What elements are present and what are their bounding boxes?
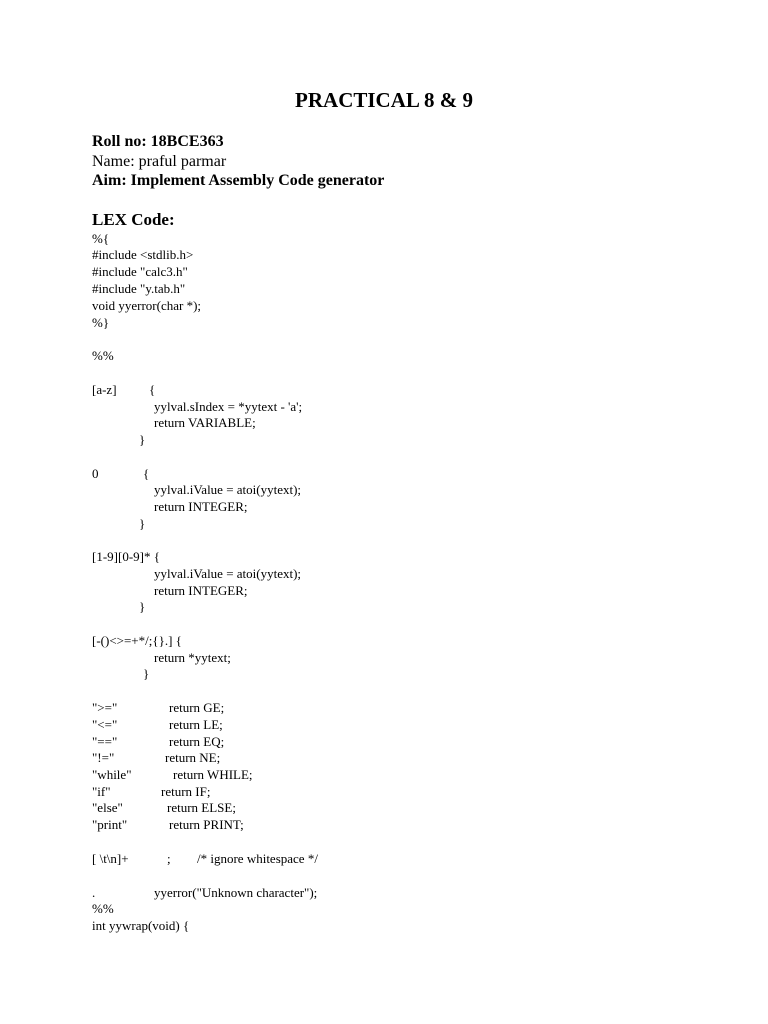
code-line: return ELSE; <box>167 800 236 815</box>
code-line: "else" <box>92 800 123 815</box>
code-line: #include "y.tab.h" <box>92 281 186 296</box>
code-line: %% <box>92 901 114 916</box>
code-line: return WHILE; <box>173 767 253 782</box>
code-line: "!=" <box>92 750 115 765</box>
code-line: %} <box>92 315 110 330</box>
code-line: } <box>139 432 146 447</box>
code-line: return EQ; <box>169 734 225 749</box>
code-line: return PRINT; <box>169 817 244 832</box>
code-line: yylval.iValue = atoi(yytext); <box>154 566 302 581</box>
code-line: return IF; <box>161 784 211 799</box>
code-line: [a-z] <box>92 382 117 397</box>
code-line: } <box>139 599 146 614</box>
code-line: 0 <box>92 466 99 481</box>
code-line: [-()<>=+*/;{}.] { <box>92 633 182 648</box>
code-line: [1-9][0-9]* { <box>92 549 160 564</box>
section-heading-lex-code: LEX Code: <box>92 210 175 229</box>
code-line: yyerror("Unknown character"); <box>154 885 318 900</box>
code-line: } <box>139 516 146 531</box>
code-line: return LE; <box>169 717 223 732</box>
code-line: "if" <box>92 784 111 799</box>
code-line: #include "calc3.h" <box>92 264 188 279</box>
code-line: "==" <box>92 734 118 749</box>
code-line: "print" <box>92 817 128 832</box>
code-line: return INTEGER; <box>154 583 248 598</box>
code-line: return NE; <box>165 750 221 765</box>
code-line: "<=" <box>92 717 118 732</box>
code-line: { <box>143 466 150 481</box>
roll-number: Roll no: 18BCE363 <box>92 133 224 150</box>
code-line: /* ignore whitespace */ <box>197 851 318 866</box>
code-line: return *yytext; <box>154 650 231 665</box>
code-line: { <box>149 382 156 397</box>
code-line: return INTEGER; <box>154 499 248 514</box>
page-title: PRACTICAL 8 & 9 <box>295 88 473 112</box>
code-line: yylval.sIndex = *yytext - 'a'; <box>154 399 303 414</box>
code-line: ">=" <box>92 700 118 715</box>
code-line: %{ <box>92 231 110 246</box>
code-line: yylval.iValue = atoi(yytext); <box>154 482 302 497</box>
code-line: ; <box>167 851 171 866</box>
code-line: return VARIABLE; <box>154 415 256 430</box>
code-line: return GE; <box>169 700 225 715</box>
code-line: %% <box>92 348 114 363</box>
code-line: "while" <box>92 767 132 782</box>
code-line: . <box>92 885 96 900</box>
aim-statement: Aim: Implement Assembly Code generator <box>92 172 385 189</box>
code-line: } <box>143 666 150 681</box>
code-line: [ \t\n]+ <box>92 851 129 866</box>
code-line: int yywrap(void) { <box>92 918 190 933</box>
code-line: #include <stdlib.h> <box>92 247 194 262</box>
student-name: Name: praful parmar <box>92 153 227 170</box>
code-line: void yyerror(char *); <box>92 298 202 313</box>
